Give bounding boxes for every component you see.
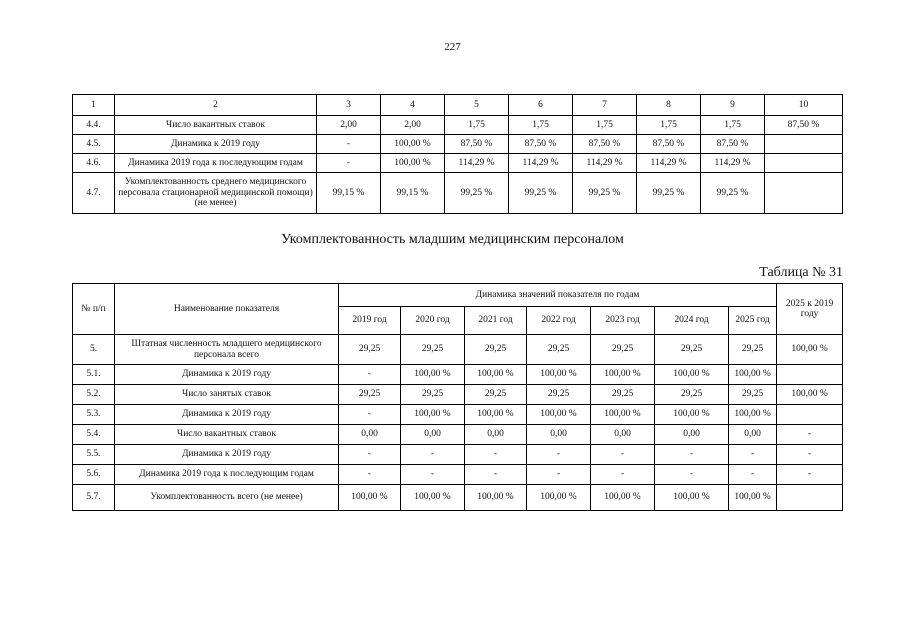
value-cell: 99,25 %: [509, 173, 573, 214]
row-number-cell: 5.1.: [73, 365, 115, 385]
value-cell: 2,00: [381, 116, 445, 135]
value-cell: 29,25: [339, 385, 401, 405]
value-cell: 100,00 %: [655, 365, 729, 385]
table-row: [73, 154, 843, 173]
column-number-cell: 3: [317, 95, 381, 116]
value-cell: -: [655, 445, 729, 465]
value-cell: 87,50 %: [637, 135, 701, 154]
value-cell: 29,25: [465, 385, 527, 405]
value-cell: -: [339, 405, 401, 425]
header-indicator-name: Наименование показателя: [115, 284, 339, 335]
value-cell: 87,50 %: [573, 135, 637, 154]
indicator-name-cell: Число вакантных ставок: [115, 425, 339, 445]
year-header-cell: 2021 год: [465, 307, 527, 335]
value-cell: 29,25: [729, 385, 777, 405]
value-cell: 100,00 %: [777, 385, 843, 405]
value-cell: 114,29 %: [573, 154, 637, 173]
staffing-table-continued: [72, 94, 843, 214]
value-cell: [765, 173, 843, 214]
value-cell: 2,00: [317, 116, 381, 135]
value-cell: 87,50 %: [445, 135, 509, 154]
value-cell: 100,00 %: [591, 485, 655, 511]
year-header-cell: 2020 год: [401, 307, 465, 335]
value-cell: 0,00: [339, 425, 401, 445]
value-cell: 114,29 %: [509, 154, 573, 173]
value-cell: -: [339, 445, 401, 465]
row-number-cell: 5.: [73, 335, 115, 365]
row-number-cell: 5.3.: [73, 405, 115, 425]
value-cell: 100,00 %: [465, 485, 527, 511]
value-cell: 99,15 %: [317, 173, 381, 214]
table-row: [73, 135, 843, 154]
value-cell: -: [655, 465, 729, 485]
row-number-cell: 5.2.: [73, 385, 115, 405]
value-cell: 29,25: [729, 335, 777, 365]
table-row: [73, 365, 843, 385]
value-cell: -: [527, 445, 591, 465]
value-cell: 87,50 %: [509, 135, 573, 154]
table-row: [73, 335, 843, 365]
row-number-cell: 4.4.: [73, 116, 115, 135]
value-cell: -: [591, 465, 655, 485]
value-cell: 29,25: [527, 385, 591, 405]
value-cell: 1,75: [509, 116, 573, 135]
table-row: [73, 173, 843, 214]
value-cell: [765, 135, 843, 154]
value-cell: -: [777, 445, 843, 465]
year-header-cell: 2025 год: [729, 307, 777, 335]
value-cell: 114,29 %: [445, 154, 509, 173]
indicator-name-cell: Укомплектованность всего (не менее): [115, 485, 339, 511]
value-cell: 100,00 %: [465, 405, 527, 425]
value-cell: 100,00 %: [729, 365, 777, 385]
value-cell: 29,25: [655, 335, 729, 365]
value-cell: 29,25: [401, 335, 465, 365]
value-cell: -: [317, 154, 381, 173]
value-cell: 29,25: [655, 385, 729, 405]
value-cell: 100,00 %: [401, 405, 465, 425]
value-cell: 29,25: [591, 335, 655, 365]
value-cell: 114,29 %: [701, 154, 765, 173]
value-cell: -: [339, 465, 401, 485]
column-number-cell: 6: [509, 95, 573, 116]
value-cell: -: [465, 445, 527, 465]
value-cell: -: [777, 425, 843, 445]
value-cell: 99,25 %: [637, 173, 701, 214]
value-cell: [777, 485, 843, 511]
column-number-cell: 1: [73, 95, 115, 116]
row-number-cell: 5.5.: [73, 445, 115, 465]
indicator-name-cell: Штатная численность младшего медицинского персонала всего: [115, 335, 339, 365]
value-cell: 1,75: [573, 116, 637, 135]
indicator-name-cell: Динамика к 2019 году: [115, 405, 339, 425]
value-cell: 29,25: [401, 385, 465, 405]
value-cell: 87,50 %: [701, 135, 765, 154]
value-cell: -: [317, 135, 381, 154]
column-number-cell: 9: [701, 95, 765, 116]
value-cell: -: [591, 445, 655, 465]
value-cell: 99,25 %: [445, 173, 509, 214]
value-cell: 100,00 %: [777, 335, 843, 365]
indicator-name-cell: Динамика к 2019 году: [115, 365, 339, 385]
value-cell: 1,75: [445, 116, 509, 135]
column-number-cell: 5: [445, 95, 509, 116]
indicator-name-cell: Динамика 2019 года к последующим годам: [115, 154, 317, 173]
row-number-cell: 4.6.: [73, 154, 115, 173]
value-cell: 0,00: [401, 425, 465, 445]
value-cell: 0,00: [465, 425, 527, 445]
value-cell: 1,75: [701, 116, 765, 135]
year-header-cell: 2024 год: [655, 307, 729, 335]
value-cell: 114,29 %: [637, 154, 701, 173]
value-cell: 100,00 %: [655, 405, 729, 425]
value-cell: [765, 154, 843, 173]
row-number-cell: 4.7.: [73, 173, 115, 214]
indicator-name-cell: Динамика к 2019 году: [115, 135, 317, 154]
value-cell: 29,25: [339, 335, 401, 365]
table-row: [73, 116, 843, 135]
value-cell: 0,00: [591, 425, 655, 445]
value-cell: 29,25: [527, 335, 591, 365]
indicator-name-cell: Число вакантных ставок: [115, 116, 317, 135]
table-row: [73, 445, 843, 465]
row-number-cell: 5.6.: [73, 465, 115, 485]
row-number-cell: 5.7.: [73, 485, 115, 511]
table-label: Таблица № 31: [759, 265, 843, 280]
table-header-row: [73, 284, 843, 307]
value-cell: -: [339, 365, 401, 385]
value-cell: 100,00 %: [401, 485, 465, 511]
value-cell: 99,25 %: [573, 173, 637, 214]
value-cell: -: [729, 445, 777, 465]
section-title: Укомплектованность младшим медицинским персоналом: [281, 232, 624, 247]
value-cell: [777, 405, 843, 425]
value-cell: 99,25 %: [701, 173, 765, 214]
value-cell: 100,00 %: [591, 365, 655, 385]
value-cell: 100,00 %: [527, 405, 591, 425]
column-number-cell: 7: [573, 95, 637, 116]
value-cell: [777, 365, 843, 385]
header-dynamics: Динамика значений показателя по годам: [339, 284, 777, 307]
value-cell: -: [527, 465, 591, 485]
row-number-cell: 4.5.: [73, 135, 115, 154]
table-row: [73, 485, 843, 511]
value-cell: 100,00 %: [465, 365, 527, 385]
value-cell: 0,00: [527, 425, 591, 445]
header-ratio: 2025 к 2019 году: [777, 284, 843, 335]
value-cell: 29,25: [465, 335, 527, 365]
value-cell: 87,50 %: [765, 116, 843, 135]
page-number: 227: [444, 41, 461, 53]
value-cell: -: [401, 465, 465, 485]
value-cell: 1,75: [637, 116, 701, 135]
indicator-name-cell: Число занятых ставок: [115, 385, 339, 405]
value-cell: 29,25: [591, 385, 655, 405]
column-number-cell: 2: [115, 95, 317, 116]
junior-staffing-table: [72, 283, 843, 511]
indicator-name-cell: Динамика 2019 года к последующим годам: [115, 465, 339, 485]
indicator-name-cell: Динамика к 2019 году: [115, 445, 339, 465]
value-cell: 0,00: [655, 425, 729, 445]
value-cell: -: [401, 445, 465, 465]
row-number-cell: 5.4.: [73, 425, 115, 445]
value-cell: 100,00 %: [381, 154, 445, 173]
year-header-cell: 2019 год: [339, 307, 401, 335]
table-row: [73, 385, 843, 405]
column-number-cell: 4: [381, 95, 445, 116]
table-row: [73, 425, 843, 445]
value-cell: 100,00 %: [527, 365, 591, 385]
value-cell: 100,00 %: [729, 405, 777, 425]
value-cell: -: [465, 465, 527, 485]
value-cell: -: [777, 465, 843, 485]
indicator-name-cell: Укомплектованность среднего медицинского персонала стационарной медицинской помощи) (не менее): [115, 173, 317, 214]
column-number-cell: 10: [765, 95, 843, 116]
table-header-row: [73, 95, 843, 116]
value-cell: 99,15 %: [381, 173, 445, 214]
value-cell: 100,00 %: [729, 485, 777, 511]
table-row: [73, 405, 843, 425]
column-number-cell: 8: [637, 95, 701, 116]
value-cell: 0,00: [729, 425, 777, 445]
header-number: № п/п: [73, 284, 115, 335]
year-header-cell: 2023 год: [591, 307, 655, 335]
value-cell: 100,00 %: [381, 135, 445, 154]
year-header-cell: 2022 год: [527, 307, 591, 335]
value-cell: 100,00 %: [591, 405, 655, 425]
value-cell: -: [729, 465, 777, 485]
value-cell: 100,00 %: [527, 485, 591, 511]
value-cell: 100,00 %: [655, 485, 729, 511]
table-row: [73, 465, 843, 485]
value-cell: 100,00 %: [401, 365, 465, 385]
value-cell: 100,00 %: [339, 485, 401, 511]
